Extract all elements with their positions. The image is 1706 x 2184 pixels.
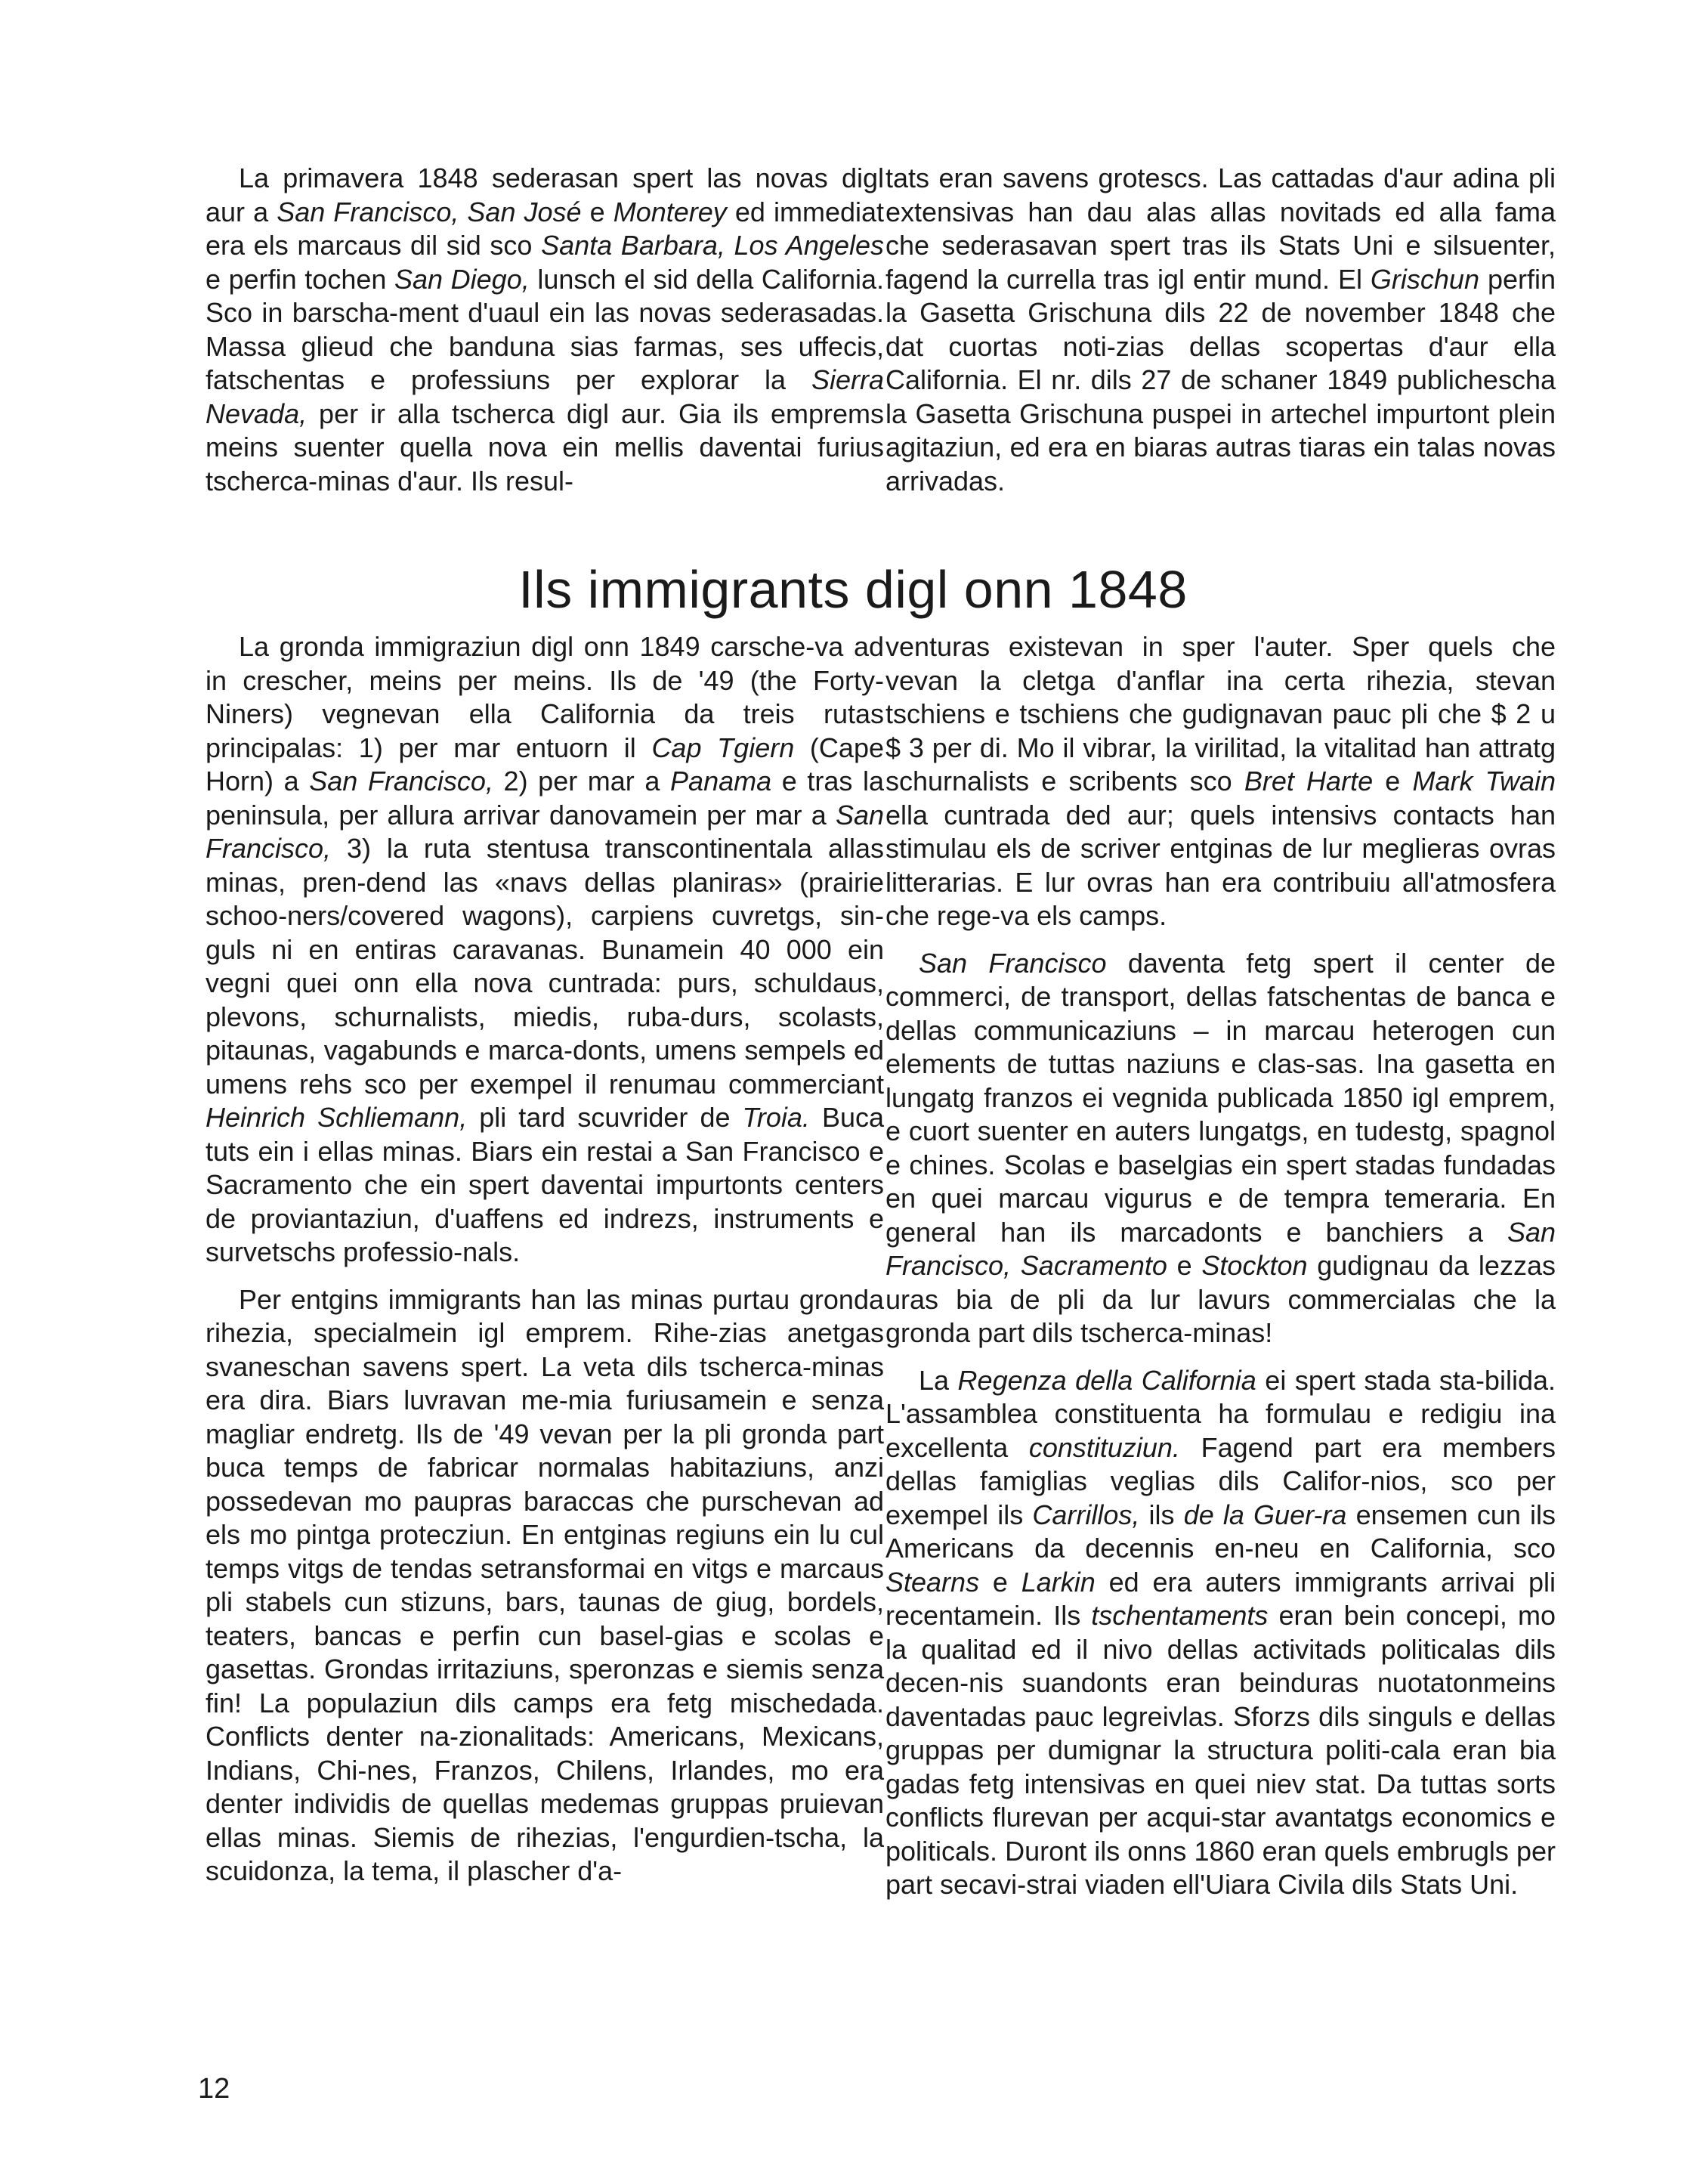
italic-text: San Francisco, Sacramento: [885, 1216, 1556, 1281]
italic-text: San Francisco,: [206, 799, 884, 864]
top-right-column: [885, 162, 1556, 498]
bottom-right-column: [885, 630, 1556, 1902]
paragraph: La primavera 1848 sederasan spert las novas digl aur a San Francisco, San José e Monterey ed immediat era els marcaus dil sid sco Santa Barbara, Los Angeles e perfin tochen San Diego, lunsch el sid della California. Sco in barscha-ment d'uaul ein las novas sederasadas. Massa glieud che banduna sias farmas, ses uffecis, fatschentas e professiuns per explorar la Sierra Nevada, per ir alla tscherca digl aur. Gia ils emprems meins suenter quella nova ein mellis daventai furius tscherca-minas d'aur. Ils resul-: [206, 162, 885, 497]
italic-text: Bret Harte: [1244, 766, 1374, 797]
top-left-column: [206, 162, 884, 498]
italic-text: Stockton: [1201, 1250, 1308, 1281]
italic-text: Mark Twain: [1412, 766, 1556, 797]
paragraph: Per entgins immigrants han las minas purtau gronda rihezia, specialmein igl emprem. Rihe-zias anetgas svaneschan savens spert. La veta dils tscherca-minas era dira. Biars luvravan me-mia furiusamein e senza magliar endretg. Ils de '49 vevan per la pli gronda part buca temps de fabricar normalas habitaziuns, anzi possedevan mo paupras baraccas che purschevan ad els mo pintga protecziun. En entginas regiuns ein lu cul temps vitgs de tendas setransformai en vitgs e marcaus pli stabels cun stizuns, bars, taunas de giug, bordels, teaters, bancas e perfin cun basel-gias e scolas e gasettas. Grondas irritaziuns, speronzas e siemis senza fin! La populaziun dils camps era fetg mischedada. Conflicts denter na-zionalitads: Americans, Mexicans, Indians, Chi-nes, Franzos, Chilens, Irlandes, mo era denter individis de quellas medemas gruppas pruievan ellas minas. Siemis de rihezias, l'engurdien-tscha, la scuidonza, la tema, il plascher d'a-: [206, 1283, 884, 1886]
italic-text: Troia.: [742, 1102, 810, 1133]
paragraph: San Francisco daventa fetg spert il center de commerci, de transport, dellas fatschentas de banca e dellas communicaziuns – in marcau heterogen cun elements de tuttas naziuns e clas-sas. Ina gasetta en lungatg franzos ei vegnida publicada 1850 igl emprem, e cuort suenter en auters lungatgs, en tudestg, spagnol e chines. Scolas e baselgias ein spert stadas fundadas en quei marcau vigurus e de tempra temeraria. En general han ils marcadonts e banchiers a San Francisco, Sacramento e Stockton gudignau da lezzas uras bia de pli da lur lavurs commercialas che la gronda part dils tscherca-minas!: [885, 947, 1556, 1348]
italic-text: Panama: [670, 766, 772, 797]
page-number: 12: [198, 2073, 230, 2105]
italic-text: Sierra Nevada,: [206, 364, 884, 429]
italic-text: Carrillos,: [1032, 1499, 1140, 1530]
italic-text: Cap Tgiern: [651, 732, 795, 763]
paragraph: venturas existevan in sper l'auter. Sper quels che vevan la cletga d'anflar ina certa rihezia, stevan tschiens e tschiens che gudignavan pauc pli che $ 2 u $ 3 per di. Mo il vibrar, la virilitad, la vitalitad han attratg schurnalists e scribents sco Bret Harte e Mark Twain ella cuntrada ded aur; quels intensivs contacts han stimulau els de scriver entginas de lur meglieras ovras litterarias. E lur ovras han era contribuiu all'atmosfera che rege-va els camps.: [885, 631, 1556, 931]
italic-text: San Francisco, San José: [277, 196, 582, 227]
italic-text: Heinrich Schliemann,: [206, 1102, 468, 1133]
paragraph: tats eran savens grotescs. Las cattadas d'aur adina pli extensivas han dau alas allas novitads ed alla fama che sederasavan spert tras ils Stats Uni e silsuenter, fagend la currella tras igl entir mund. El Grischun perfin la Gasetta Grischuna dils 22 de november 1848 che dat cuortas noti-zias dellas scopertas d'aur ella California. El nr. dils 27 de schaner 1849 publichescha la Gasetta Grischuna puspei in artechel impurtont plein agitaziun, ed era en biaras autras tiaras ein talas novas arrivadas.: [885, 162, 1556, 497]
italic-text: Monterey: [613, 196, 727, 227]
italic-text: San Francisco,: [309, 766, 493, 797]
italic-text: Stearns: [885, 1566, 980, 1598]
paragraph: La Regenza della California ei spert stada sta-bilida. L'assamblea constituenta ha formulau e redigiu ina excellenta constituziun. Fagend part era members dellas famiglias veglias dils Califor-nios, sco per exempel ils Carrillos, ils de la Guer-ra ensemen cun ils Americans da decennis en-neu en California, sco Stearns e Larkin ed era auters immigrants arrivai pli recentamein. Ils tschentaments eran bein concepi, mo la qualitad ed il nivo dellas activitads politicalas dils decen-nis suandonts eran beinduras nuotatonmeins daventadas pauc legreivlas. Sforzs dils singuls e dellas gruppas per dumignar la structura politi-cala eran bia gadas fetg intensivas en quei niev stat. Da tuttas sorts conflicts flurevan per acqui-star avantatgs economics e politicals. Duront ils onns 1860 eran quels embrugls per part secavi-strai viaden ell'Uiara Civila dils Stats Uni.: [885, 1364, 1556, 1900]
italic-text: San Francisco: [919, 947, 1107, 979]
italic-text: San Diego,: [394, 263, 530, 295]
italic-text: Regenza della California: [957, 1364, 1256, 1396]
bottom-left-column: [206, 630, 884, 1889]
italic-text: Santa Barbara, Los Angeles: [541, 230, 884, 261]
italic-text: Larkin: [1021, 1566, 1096, 1598]
italic-text: constituziun.: [1028, 1431, 1180, 1463]
italic-text: tschentaments: [1091, 1600, 1269, 1631]
italic-text: de la Guer-ra: [1183, 1499, 1347, 1530]
paragraph: La gronda immigraziun digl onn 1849 carsche-va ad in crescher, meins per meins. Ils de '49 (the Forty-Niners) vegnevan ella California da treis rutas principalas: 1) per mar entuorn il Cap Tgiern (Cape Horn) a San Francisco, 2) per mar a Panama e tras la peninsula, per allura arrivar danovamein per mar a San Francisco, 3) la ruta stentusa transcontinentala allas minas, pren-dend las «navs dellas planiras» (prairie schoo-ners/covered wagons), carpiens cuvretgs, sin-guls ni en entiras caravanas. Bunamein 40 000 ein vegni quei onn ella nova cuntrada: purs, schuldaus, plevons, schurnalists, miedis, ruba-durs, scolasts, pitaunas, vagabunds e marca-donts, umens sempels ed umens rehs sco per exempel il renumau commerciant Heinrich Schliemann, pli tard scuvrider de Troia. Buca tuts ein i ellas minas. Biars ein restai a San Francisco e Sacramento che ein spert daventai impurtonts centers de proviantaziun, d'uaffens ed indrezs, instruments e survetschs professio-nals.: [206, 631, 885, 1267]
section-heading: Ils immigrants digl onn 1848: [518, 560, 1188, 619]
italic-text: Grischun: [1370, 263, 1479, 295]
